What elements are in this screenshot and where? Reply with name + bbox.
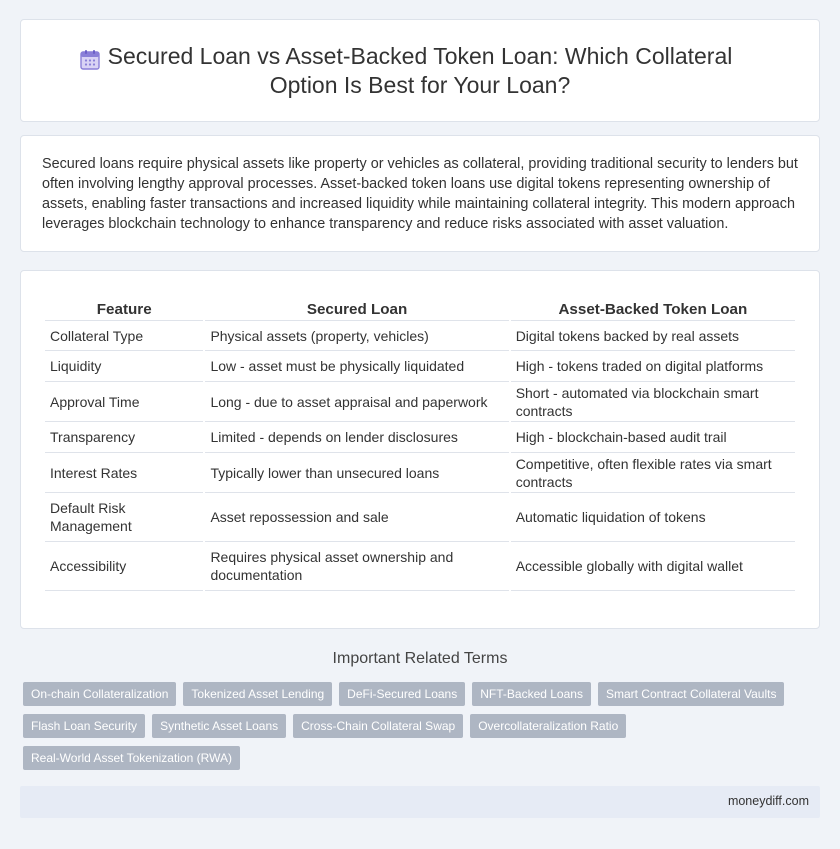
table-cell: Short - automated via blockchain smart contracts bbox=[511, 382, 795, 422]
table-header-row bbox=[45, 295, 795, 321]
tag[interactable]: Cross-Chain Collateral Swap bbox=[293, 714, 463, 738]
tag[interactable]: DeFi-Secured Loans bbox=[339, 682, 465, 706]
table-cell: High - tokens traded on digital platforms bbox=[511, 351, 795, 382]
header-token-loan: Asset-Backed Token Loan bbox=[511, 295, 795, 321]
comparison-table bbox=[43, 295, 797, 591]
table-row bbox=[45, 351, 795, 382]
comparison-card bbox=[20, 270, 820, 629]
title-card bbox=[20, 19, 820, 122]
table-cell: Long - due to asset appraisal and paperwork bbox=[205, 382, 508, 422]
table-cell: Collateral Type bbox=[45, 321, 203, 351]
tag[interactable]: On-chain Collateralization bbox=[23, 682, 176, 706]
tag-row bbox=[23, 714, 823, 738]
table-cell: Approval Time bbox=[45, 382, 203, 422]
table-cell: Asset repossession and sale bbox=[205, 493, 508, 542]
table-cell: High - blockchain-based audit trail bbox=[511, 422, 795, 453]
table-row bbox=[45, 422, 795, 453]
table-cell: Liquidity bbox=[45, 351, 203, 382]
table-cell: Competitive, often flexible rates via smart contracts bbox=[511, 453, 795, 493]
intro-paragraph: Secured loans require physical assets like property or vehicles as collateral, providing traditional security to lenders but often involving lengthy approval processes. Asset-backed token loans use digital tokens representing ownership of assets, enabling faster transactions and increased liquidity while maintaining collateral integrity. This modern approach leverages blockchain technology to enhance transparency and reduce risks associated with asset valuation. bbox=[42, 156, 798, 232]
tag[interactable]: Synthetic Asset Loans bbox=[152, 714, 286, 738]
tag-row bbox=[23, 682, 823, 706]
table-cell: Requires physical asset ownership and documentation bbox=[205, 542, 508, 591]
tag[interactable]: Tokenized Asset Lending bbox=[183, 682, 332, 706]
table-cell: Accessible globally with digital wallet bbox=[511, 542, 795, 591]
table-cell: Interest Rates bbox=[45, 453, 203, 493]
header-secured-loan: Secured Loan bbox=[205, 295, 508, 321]
table-cell: Automatic liquidation of tokens bbox=[511, 493, 795, 542]
tag[interactable]: Flash Loan Security bbox=[23, 714, 145, 738]
tag-row bbox=[23, 746, 823, 770]
table-cell: Physical assets (property, vehicles) bbox=[205, 321, 508, 351]
table-cell: Digital tokens backed by real assets bbox=[511, 321, 795, 351]
table-row bbox=[45, 453, 795, 493]
table-cell: Low - asset must be physically liquidated bbox=[205, 351, 508, 382]
page-title: Secured Loan vs Asset-Backed Token Loan: Which Collateral Option Is Best for Your Loan? bbox=[107, 42, 733, 98]
tag[interactable]: Overcollateralization Ratio bbox=[470, 714, 626, 738]
table-row bbox=[45, 493, 795, 542]
tag[interactable]: Smart Contract Collateral Vaults bbox=[598, 682, 785, 706]
related-terms-tags bbox=[23, 682, 823, 778]
footer bbox=[20, 786, 820, 818]
table-cell: Accessibility bbox=[45, 542, 203, 591]
table-cell: Limited - depends on lender disclosures bbox=[205, 422, 508, 453]
footer-site-link[interactable]: moneydiff.com bbox=[727, 794, 809, 808]
table-cell: Transparency bbox=[45, 422, 203, 453]
tag[interactable]: Real-World Asset Tokenization (RWA) bbox=[23, 746, 240, 770]
intro-card bbox=[20, 135, 820, 252]
tag[interactable]: NFT-Backed Loans bbox=[472, 682, 591, 706]
table-row bbox=[45, 321, 795, 351]
table-row bbox=[45, 382, 795, 422]
table-cell: Default Risk Management bbox=[45, 493, 203, 542]
table-cell: Typically lower than unsecured loans bbox=[205, 453, 508, 493]
table-row bbox=[45, 542, 795, 591]
header-feature: Feature bbox=[45, 295, 203, 321]
related-terms-title: Important Related Terms bbox=[332, 650, 508, 667]
